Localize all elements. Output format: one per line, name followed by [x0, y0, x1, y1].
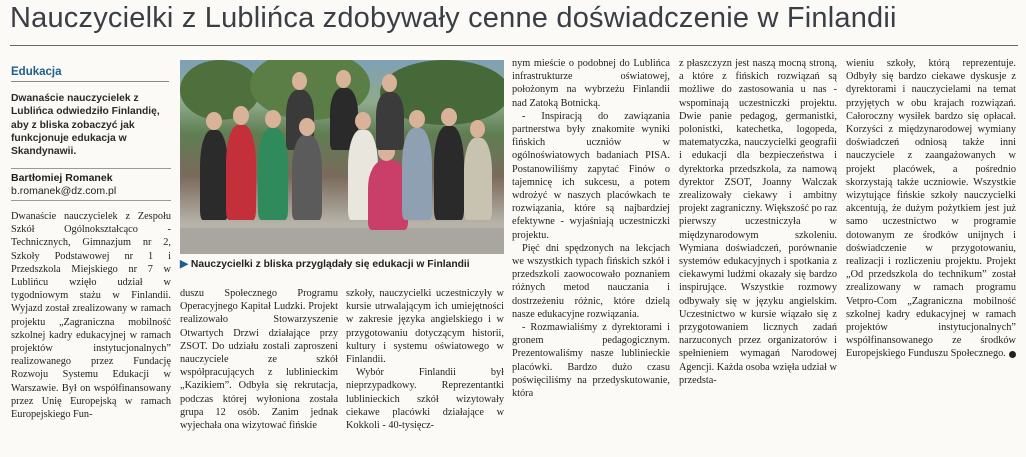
photo-caption: ▶ Nauczycielki z bliska przyglądały się edukacji w Finlandii: [180, 259, 470, 270]
paragraph: Wybór Finlandii był nieprzypadkowy. Reprezentantki lublinieckich szkół wizytowały ciekawe placówki działające w Kokkoli - 40-tysięcz-: [346, 367, 504, 432]
paragraph: Dwanaście nauczycielek z Zespołu Szkół Ogólnokształcąco - Technicznych, Gimnazjum nr 2, Szkoły Podstawowej nr 1 i Przedszkola Miejskiego nr 7 w Lublińcu wzięło udział w tygodniowym stażu w Finlandii. Wyjazd został zrealizowany w ramach projektu „Zagraniczna mobilność szkolnej kadry edukacyjnej w ramach projektów instytucjonalnych” realizowanego przez Fundację Rozwoju Systemu Edukacji w Warszawie. Był on współfinansowany przez Unię Europejską w ramach Europejskiego Fun-: [11, 211, 171, 421]
paragraph: z płaszczyzn jest naszą mocną stroną, a które z fińskich rozwiązań są możliwe do zastosowania u nas - wspominają uczestniczki projektu. Dwie panie pedagog, germanistki, polonistki, katechetka, logopeda, matematyczka, nauczycielki geografii i edukacji dla bezpieczeństwa i dyrektorka przedszkola, za namową dyrektor ZSOT, Joanny Walczak zrealizowały ciekawy i ambitny projekt zagraniczny. Większość po raz pierwszy uczestniczyła w międzynarodowym szkoleniu. Wymiana doświadczeń, porównanie systemów edukacyjnych i spotkania z ciekawymi ludźmi okazały się bardzo inspirujące. Wszystkie rozmowy odbywały się w języku angielskim. Uczestnictwo w kursie wiązało się z przygotowaniem licznych zadań narzuconych przez organizatorów i spełnieniem wymagań Narodowej Agencji. Każda osoba wzięła udział w przedsta-: [679, 58, 837, 386]
column-5: [679, 57, 837, 455]
paragraph: wieniu szkoły, którą reprezentuje. Odbyły się bardzo ciekawe dyskusje z dyrektorami i nauczycielami na temat przyjętych w obu krajach rozwiązań. Całoroczny wysiłek bardzo się opłacał. Korzyści z międzynarodowej wymiany doświadczeń odniosą także inni nauczyciele z zaangażowanych w projekt placówek, a pośrednio skorzystają także uczniowie. Wszystkie wizytujące fińskie szkoły nauczycielki akcentują, że dużym pożytkiem jest już samo uczestnictwo w programie dotowanym ze środków unijnych i doświadczenie w przygotowaniu, realizacji i rozliczeniu projektu. Projekt „Od przedszkola do technikum” został zrealizowany w ramach programu Vetpro-Com „Zagraniczna mobilność szkolnej kadry edukacyjnej w ramach projektów instytucjonalnych” współfinansowanego ze środków Europejskiego Funduszu Społecznego.: [846, 58, 1016, 360]
column-4: [512, 57, 670, 455]
paragraph: - Inspiracją do zawiązania partnerstwa były znakomite wyniki fińskich uczniów w ogólnoświatowych badaniach PISA. Postanowiliśmy zapytać Finów o tajemnicę ich sukcesu, a potem wdrożyć w naszych placówkach te rozwiązania, które są najbardziej efektywne - wyjaśniają uczestniczki projektu.: [512, 110, 670, 241]
caption-arrow-icon: ▶: [180, 259, 188, 270]
column-2: [180, 287, 338, 455]
author-rule: [11, 200, 171, 201]
article-headline: Nauczycielki z Lublińca zdobywały cenne doświadczenie w Finlandii: [10, 2, 897, 34]
author-email[interactable]: b.romanek@dz.com.pl: [11, 185, 117, 197]
author-block: [11, 168, 171, 198]
article-lead: Dwanaście nauczycielek z Lublińca odwiedziło Finlandię, aby z bliska zobaczyć jak funkcjonuje edukacja w Skandynawii.: [11, 93, 160, 158]
column-1: [11, 210, 171, 455]
section-label: Edukacja: [11, 66, 169, 82]
end-of-article-icon: [1009, 351, 1016, 358]
paragraph: nym mieście o podobnej do Lublińca infrastrukturze oświatowej, położonym na wybrzeżu Finlandii nad Zatoką Botnicką.: [512, 58, 670, 109]
headline-rule: [10, 45, 1018, 46]
paragraph: duszu Społecznego Programu Operacyjnego Kapitał Ludzki. Projekt realizowało Stowarzyszenie Otwartych Drzwi działające przy ZSOT. Do udziału zostali zaproszeni nauczyciele ze szkół współpracujących z lublinieckim „Kazikiem”. Odbyła się rekrutacja, podczas której wyłoniona została grupa 12 osób. Zanim jednak wyjechała ona wizytować fińskie: [180, 288, 338, 432]
paragraph: Pięć dni spędzonych na lekcjach we wszystkich typach fińskich szkół i przedszkoli zaowocowało poznaniem różnych metod nauczania i dostrzeżeniu różnic, które dzielą nasze edukacyjne rozwiązania.: [512, 242, 670, 320]
column-6: [846, 57, 1016, 455]
paragraph: szkoły, nauczycielki uczestniczyły w kursie utrwalającym ich umiejętności w zakresie języka angielskiego i w przygotowaniu dotyczącym historii, kultury i systemu oświatowego w Finlandii.: [346, 288, 504, 366]
column-3: [346, 287, 504, 455]
paragraph: - Rozmawialiśmy z dyrektorami i gronem pedagogicznym. Prezentowaliśmy nasze lublinieckie placówki. Bardzo dużo czasu poświęciliśmy na przedyskutowanie, która: [512, 322, 670, 400]
author-name: Bartłomiej Romanek: [11, 172, 113, 184]
article-photo: [180, 60, 504, 254]
